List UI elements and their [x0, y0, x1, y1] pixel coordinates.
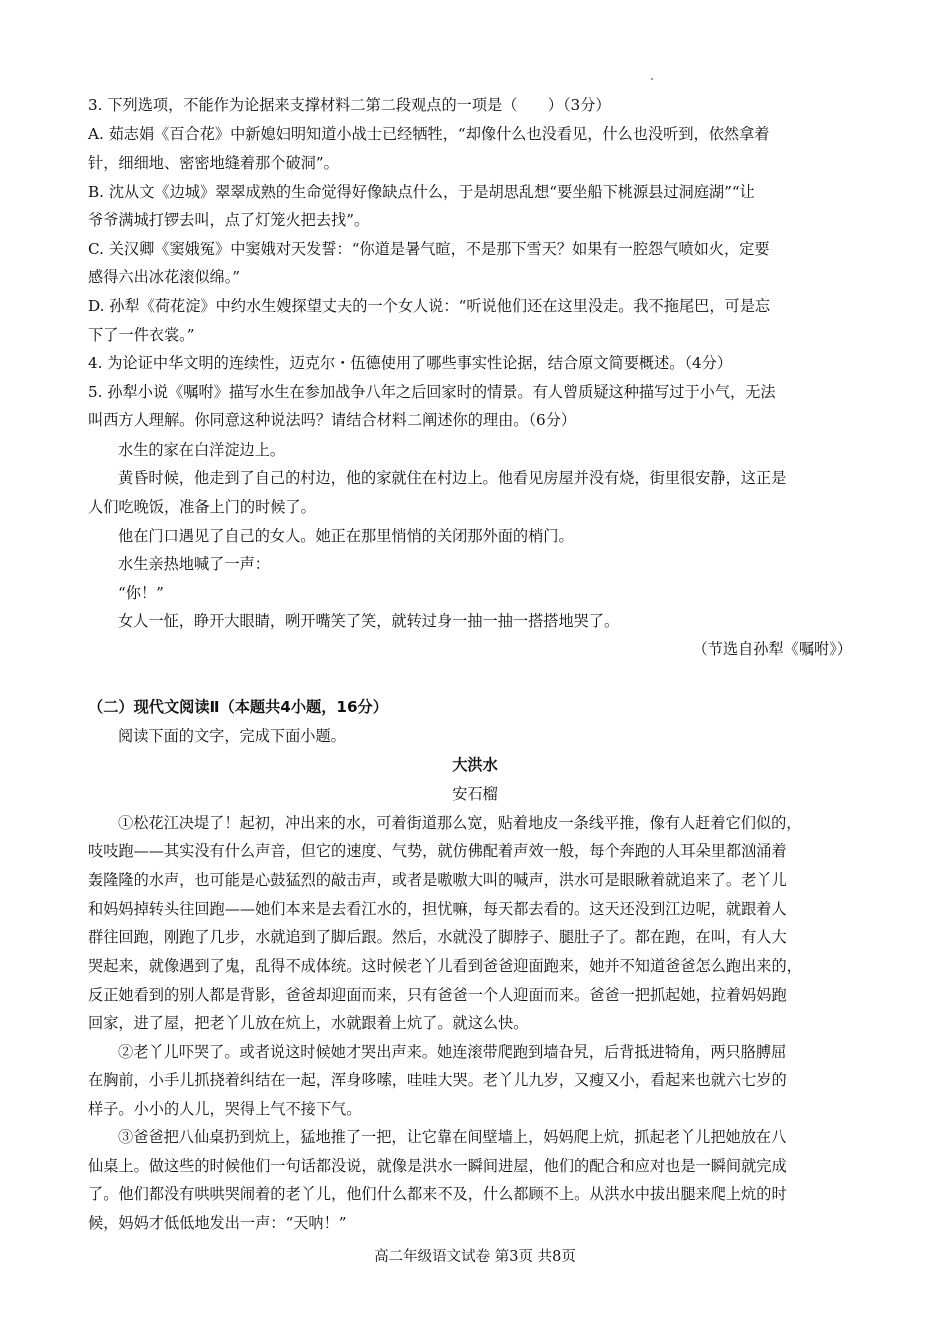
excerpt-paragraph-5: “你！”: [118, 584, 164, 602]
q5-stem-line2: 叫西方人理解。你同意这种说法吗？请结合材料二阐述你的理由。（6分）: [88, 411, 577, 429]
article-paragraph-1-line: 和妈妈掉转头往回跑——她们本来是去看江水的，担忧嘛，每天都去看的。这天还没到江边呢，就跟着人: [88, 900, 787, 918]
q5-stem-line1: 5. 孙犁小说《嘱咐》描写水生在参加战争八年之后回家时的情景。有人曾质疑这种描写过于小气，无法: [88, 383, 776, 401]
excerpt-paragraph-4: 水生亲热地喊了一声：: [118, 555, 270, 573]
q3-option-b-line1: B. 沈从文《边城》翠翠成熟的生命觉得好像缺点什么，于是胡思乱想“要坐船下桃源县过洞庭湖”“让: [88, 183, 755, 201]
q3-option-d-line2: 下了一件衣裳。”: [88, 326, 195, 344]
article-paragraph-3-line: 了。他们都没有哄哄哭闹着的老丫儿，他们什么都来不及，什么都顾不上。从洪水中拔出腿来爬上炕的时: [88, 1185, 787, 1203]
excerpt-paragraph-1: 水生的家在白洋淀边上。: [118, 441, 286, 459]
excerpt-source: （节选自孙犁《嘱咐》）: [692, 640, 852, 658]
article-paragraph-2-line: 样子。小小的人儿，哭得上气不接下气。: [88, 1100, 362, 1118]
article-paragraph-2-line: ②老丫儿吓哭了。或者说这时候她才哭出声来。她连滚带爬跑到墙旮旯，后背抵进犄角，两只胳膊屈: [118, 1043, 787, 1061]
q3-option-c-line2: 感得六出冰花滚似绵。”: [88, 268, 241, 286]
section-heading: （二）现代文阅读Ⅱ（本题共4小题，16分）: [88, 698, 388, 716]
section-instruction: 阅读下面的文字，完成下面小题。: [118, 727, 346, 745]
q3-option-d-line1: D. 孙犁《荷花淀》中约水生嫂探望丈夫的一个女人说：“听说他们还在这里没走。我不拖尾巴，可是忘: [88, 297, 771, 315]
article-author: 安石榴: [452, 785, 498, 803]
article-title: 大洪水: [452, 756, 498, 774]
q3-option-a-line1: A. 茹志娟《百合花》中新媳妇明知道小战士已经牺牲，“却像什么也没看见，什么也没听到，依然拿着: [88, 125, 770, 143]
q3-option-a-line2: 针，细细地、密密地缝着那个破洞”。: [88, 154, 339, 172]
scan-dot: [651, 78, 653, 80]
excerpt-paragraph-6: 女人一怔，睁开大眼睛，咧开嘴笑了笑，就转过身一抽一抽一搭搭地哭了。: [118, 612, 620, 630]
excerpt-paragraph-3: 他在门口遇见了自己的女人。她正在那里悄悄的关闭那外面的梢门。: [118, 527, 574, 545]
excerpt-paragraph-2-line2: 人们吃晚饭，准备上门的时候了。: [88, 498, 316, 516]
article-paragraph-3-line: 候，妈妈才低低地发出一声：“天呐！”: [88, 1214, 347, 1232]
article-paragraph-3-line: ③爸爸把八仙桌扔到炕上，猛地推了一把，让它靠在间壁墙上，妈妈爬上炕，抓起老丫儿把她放在八: [118, 1128, 787, 1146]
article-paragraph-1-line: ①松花江决堤了！起初，冲出来的水，可着街道那么宽，贴着地皮一条线平推，像有人赶着它们似的，: [118, 814, 802, 832]
article-paragraph-2-line: 在胸前，小手儿抓挠着纠结在一起，浑身哆嗦，哇哇大哭。老丫儿九岁，又瘦又小，看起来也就六七岁的: [88, 1071, 787, 1089]
q3-option-b-line2: 爷爷满城打锣去叫，点了灯笼火把去找”。: [88, 211, 370, 229]
article-paragraph-1-line: 回家，进了屋，把老丫儿放在炕上，水就跟着上炕了。就这么快。: [88, 1014, 529, 1032]
article-paragraph-1-line: 群往回跑，刚跑了几步，水就追到了脚后跟。然后，水就没了脚脖子、腿肚子了。都在跑，在叫，有人大: [88, 928, 787, 946]
article-paragraph-1-line: 吱吱跑——其实没有什么声音，但它的速度、气势，就仿佛配着声效一般，每个奔跑的人耳朵里都汹涌着: [88, 842, 787, 860]
excerpt-paragraph-2-line1: 黄昏时候，他走到了自己的村边，他的家就住在村边上。他看见房屋并没有烧，街里很安静，这正是: [118, 469, 787, 487]
q3-stem: 3. 下列选项，不能作为论据来支撑材料二第二段观点的一项是（ ）（3分）: [88, 96, 611, 114]
article-paragraph-1-line: 轰隆隆的水声，也可能是心鼓猛烈的敲击声，或者是嗷嗷大叫的喊声，洪水可是眼瞅着就追来了。老丫儿: [88, 871, 787, 889]
q4-stem: 4. 为论证中华文明的连续性，迈克尔・伍德使用了哪些事实性论据，结合原文简要概述。（4分）: [88, 354, 733, 372]
article-paragraph-1-line: 反正她看到的别人都是背影，爸爸却迎面而来，只有爸爸一个人迎面而来。爸爸一把抓起她，拉着妈妈跑: [88, 986, 787, 1004]
q3-option-c-line1: C. 关汉卿《窦娥冤》中窦娥对天发誓：“你道是暑气暄，不是那下雪天？如果有一腔怨气喷如火，定要: [88, 240, 770, 258]
page-footer: 高二年级语文试卷 第3页 共8页: [374, 1249, 576, 1265]
article-paragraph-3-line: 仙桌上。做这些的时候他们一句话都没说，就像是洪水一瞬间进屋，他们的配合和应对也是一瞬间就完成: [88, 1157, 787, 1175]
article-paragraph-1-line: 哭起来，就像遇到了鬼，乱得不成体统。这时候老丫儿看到爸爸迎面跑来，她并不知道爸爸怎么跑出来的，: [88, 957, 802, 975]
